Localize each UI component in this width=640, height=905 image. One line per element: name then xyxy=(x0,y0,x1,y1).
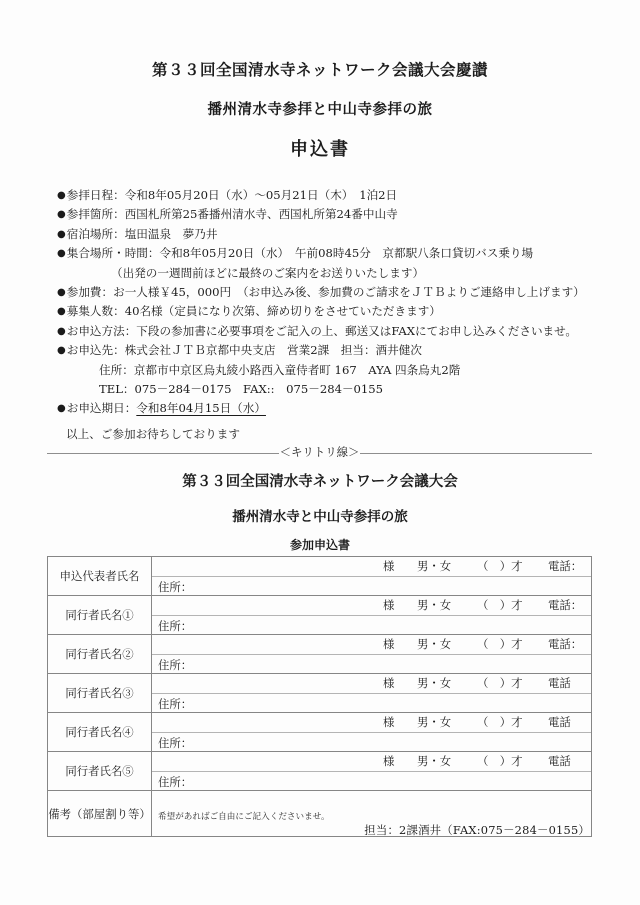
name-line[interactable] xyxy=(152,752,591,771)
detail-address: 住所：京都市中京区烏丸綾小路西入童侍者町 167 AYA 四条烏丸2階 xyxy=(99,362,461,377)
remarks-note: 希望があればご自由にご記入くださいませ。 xyxy=(158,812,330,822)
page-title-tour: 播州清水寺参拝と中山寺参拝の旅 xyxy=(207,101,433,118)
row-label: 同行者氏名① xyxy=(48,596,152,635)
sex-选択[interactable]: 男・女 xyxy=(417,559,452,573)
name-line[interactable] xyxy=(152,557,591,576)
tel-label[interactable]: 電話 xyxy=(548,715,571,729)
cut-line-label: ＜キリトリ線＞ xyxy=(279,445,360,460)
detail-tel-fax: TEL：075－284－0175 FAX:: 075－284－0155 xyxy=(99,382,384,397)
row-label: 同行者氏名⑤ xyxy=(48,752,152,791)
address-line[interactable]: 住所： xyxy=(152,576,591,595)
sama-label: 様 xyxy=(383,715,395,729)
sama-label: 様 xyxy=(383,637,395,651)
cut-line xyxy=(47,445,592,461)
detail-capacity: ● 募集人数：40名様（定員になり次第、締め切りをさせていただきます） xyxy=(57,302,602,321)
participant-form-table xyxy=(47,556,592,837)
form-heading-application: 参加申込書 xyxy=(289,538,350,552)
tel-label[interactable]: 電話 xyxy=(548,754,571,768)
table-row xyxy=(48,752,592,791)
age-field[interactable]: （ ）才 xyxy=(477,598,523,612)
cut-line-rule-left xyxy=(47,453,279,454)
detail-how-to-apply: ● お申込方法：下段の参加書に必要事項をご記入の上、郵送又はFAXにてお申し込みくださいませ。 xyxy=(57,322,602,341)
details-list xyxy=(57,186,602,419)
name-line[interactable] xyxy=(152,674,591,693)
row-label: 同行者氏名② xyxy=(48,635,152,674)
row-label: 申込代表者氏名 xyxy=(48,557,152,596)
detail-schedule: ● 参拝日程：令和8年05月20日（水）～05月21日（木） 1泊2日 xyxy=(57,186,602,205)
age-field[interactable]: （ ）才 xyxy=(477,715,523,729)
name-line[interactable] xyxy=(152,713,591,732)
age-field[interactable]: （ ）才 xyxy=(477,559,523,573)
detail-meeting-note: （出発の一週間前ほどに最終のご案内をお送りいたします） xyxy=(111,265,425,280)
form-table-body xyxy=(48,557,592,837)
deadline-label: お申込期日： xyxy=(66,401,137,416)
sex-selector[interactable]: 男・女 xyxy=(417,637,452,651)
row-label: 同行者氏名③ xyxy=(48,674,152,713)
table-row xyxy=(48,713,592,752)
detail-apply-to: ● お申込先：株式会社ＪＴＢ京都中央支店 営業2課 担当：酒井健次 xyxy=(57,341,602,360)
sex-selector[interactable]: 男・女 xyxy=(417,598,452,612)
row-label: 同行者氏名④ xyxy=(48,713,152,752)
table-row xyxy=(48,674,592,713)
detail-lodging: ● 宿泊場所：塩田温泉 夢乃井 xyxy=(57,225,602,244)
form-heading-event: 第３３回全国清水寺ネットワーク会議大会 xyxy=(182,473,458,490)
table-row xyxy=(48,635,592,674)
sex-selector[interactable]: 男・女 xyxy=(417,715,452,729)
deadline-value: 令和8年04月15日（水） xyxy=(136,401,266,416)
page-title-event: 第３３回全国清水寺ネットワーク会議大会慶讃 xyxy=(151,60,488,79)
row-entry[interactable] xyxy=(152,596,592,635)
page-title-application: 申込書 xyxy=(290,139,350,160)
address-line[interactable]: 住所： xyxy=(152,654,591,673)
sama-label: 様 xyxy=(383,598,395,612)
detail-fee: ● 参加費：お一人様￥45，000円 （お申込み後、参加費のご請求をＪＴＢよりご連絡申し上げます） xyxy=(57,283,602,302)
row-entry[interactable] xyxy=(152,752,592,791)
tel-label[interactable]: 電話： xyxy=(548,637,583,651)
detail-places: ● 参拝箇所：西国札所第25番播州清水寺、西国札所第24番中山寺 xyxy=(57,205,602,224)
row-entry[interactable] xyxy=(152,713,592,752)
row-entry[interactable] xyxy=(152,674,592,713)
address-line[interactable]: 住所： xyxy=(152,693,591,712)
tel-label[interactable]: 電話： xyxy=(548,598,583,612)
sex-selector[interactable]: 男・女 xyxy=(417,754,452,768)
address-line[interactable]: 住所： xyxy=(152,732,591,751)
age-field[interactable]: （ ）才 xyxy=(477,637,523,651)
address-line[interactable]: 住所： xyxy=(152,615,591,634)
sama-label: 様 xyxy=(383,676,395,690)
footer-contact: 担当：2課酒井（FAX:075－284－0155） xyxy=(364,823,590,837)
detail-deadline xyxy=(57,399,602,418)
cut-line-rule-right xyxy=(360,453,592,454)
closing-text: 以上、ご参加お待ちしております xyxy=(66,427,240,441)
remarks-label: 備考（部屋割り等） xyxy=(48,791,152,837)
sama-label: 様 xyxy=(383,559,395,573)
sex-selector[interactable]: 男・女 xyxy=(417,676,452,690)
tel-label[interactable]: 電話： xyxy=(548,559,583,573)
sama-label: 様 xyxy=(383,754,395,768)
age-field[interactable]: （ ）才 xyxy=(477,754,523,768)
tel-label[interactable]: 電話 xyxy=(548,676,571,690)
name-line[interactable] xyxy=(152,635,591,654)
row-entry[interactable] xyxy=(152,557,592,596)
table-row xyxy=(48,557,592,596)
row-entry[interactable] xyxy=(152,635,592,674)
address-line[interactable]: 住所： xyxy=(152,771,591,790)
table-row xyxy=(48,596,592,635)
name-line[interactable] xyxy=(152,596,591,615)
age-field[interactable]: （ ）才 xyxy=(477,676,523,690)
detail-meeting: ● 集合場所・時間：令和8年05月20日（水） 午前08時45分 京都駅八条口貸切バス乗り場 xyxy=(57,244,602,263)
form-heading-tour: 播州清水寺と中山寺参拝の旅 xyxy=(232,509,408,525)
